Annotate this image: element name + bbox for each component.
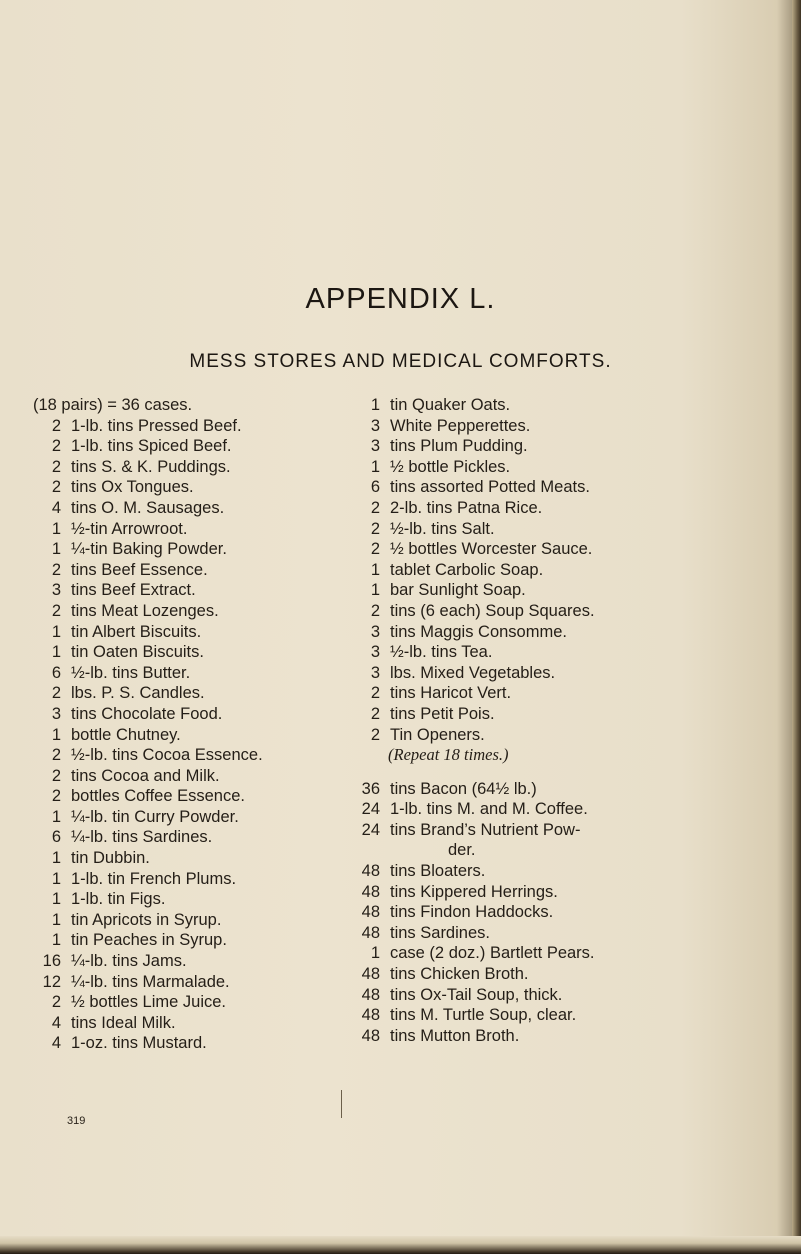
item-text: tins Mutton Broth. — [390, 1026, 520, 1045]
item-text: tins Ideal Milk. — [71, 1013, 176, 1032]
item-quantity: 1 — [51, 807, 61, 826]
right-column — [350, 395, 770, 1046]
item-quantity: 2 — [370, 498, 380, 517]
list-item — [33, 539, 333, 560]
item-text: 1-lb. tins Pressed Beef. — [71, 416, 242, 435]
item-text: tins Meat Lozenges. — [71, 601, 219, 620]
item-text: tin Peaches in Syrup. — [71, 931, 227, 950]
list-item — [33, 807, 333, 828]
list-item — [350, 943, 770, 964]
item-text: ½ bottles Lime Juice. — [71, 993, 226, 1012]
list-item — [33, 889, 333, 910]
item-quantity: 1 — [51, 622, 61, 641]
appendix-subtitle: MESS STORES AND MEDICAL COMFORTS. — [189, 351, 612, 372]
list-item — [33, 457, 333, 478]
item-quantity: 2 — [51, 560, 61, 579]
item-text: tins Bloaters. — [390, 862, 486, 881]
item-quantity: 3 — [370, 437, 380, 456]
item-quantity: 2 — [370, 704, 380, 723]
item-quantity: 6 — [51, 663, 61, 682]
item-quantity: 2 — [370, 519, 380, 538]
item-quantity: 2 — [51, 601, 61, 620]
list-item — [350, 457, 770, 478]
page-edge-shadow — [792, 0, 801, 1254]
item-quantity: 24 — [361, 820, 380, 839]
item-quantity: 2 — [51, 416, 61, 435]
item-text: tin Dubbin. — [71, 849, 150, 868]
item-text: ½-lb. tins Salt. — [390, 519, 495, 538]
list-item — [33, 498, 333, 519]
item-text: lbs. P. S. Candles. — [71, 684, 205, 703]
list-item — [33, 560, 333, 581]
item-text: 1-lb. tins M. and M. Coffee. — [390, 800, 588, 819]
list-item — [33, 725, 333, 746]
right-list-a — [350, 395, 770, 745]
list-item — [33, 972, 333, 993]
list-item — [350, 395, 770, 416]
item-quantity: 4 — [51, 1034, 61, 1053]
item-quantity: 1 — [370, 560, 380, 579]
list-item — [350, 663, 770, 684]
list-item — [33, 869, 333, 890]
item-text: ¼-lb. tin Curry Powder. — [71, 807, 239, 826]
item-quantity: 2 — [51, 746, 61, 765]
list-item — [33, 663, 333, 684]
item-quantity: 2 — [51, 684, 61, 703]
list-item — [33, 704, 333, 725]
item-quantity: 12 — [42, 972, 61, 991]
item-quantity: 48 — [361, 882, 380, 901]
item-text: tins Maggis Consomme. — [390, 622, 567, 641]
repeat-note: (Repeat 18 times.) — [388, 745, 509, 765]
item-quantity: 2 — [51, 766, 61, 785]
item-text: ½ bottle Pickles. — [390, 457, 511, 476]
item-quantity: 48 — [361, 985, 380, 1004]
item-quantity: 2 — [51, 457, 61, 476]
item-text: tins Haricot Vert. — [390, 684, 512, 703]
list-item — [350, 1005, 770, 1026]
list-item — [33, 745, 333, 766]
list-item — [350, 840, 770, 861]
item-quantity: 1 — [51, 725, 61, 744]
item-text: tins Beef Extract. — [71, 581, 196, 600]
list-item — [350, 683, 770, 704]
list-item — [33, 848, 333, 869]
item-quantity: 3 — [370, 622, 380, 641]
item-quantity: 2 — [51, 478, 61, 497]
item-text: tin Apricots in Syrup. — [71, 910, 222, 929]
list-item — [33, 1033, 333, 1054]
list-item — [350, 902, 770, 923]
item-quantity: 3 — [370, 416, 380, 435]
list-item — [350, 725, 770, 746]
list-item — [350, 779, 770, 800]
item-text: tablet Carbolic Soap. — [390, 560, 544, 579]
item-quantity: 2 — [51, 993, 61, 1012]
item-text: 1-lb. tin French Plums. — [71, 869, 237, 888]
list-item — [350, 882, 770, 903]
item-quantity: 1 — [51, 540, 61, 559]
list-item — [33, 642, 333, 663]
item-quantity: 24 — [361, 800, 380, 819]
item-quantity: 48 — [361, 862, 380, 881]
item-quantity: 1 — [51, 890, 61, 909]
list-item — [33, 910, 333, 931]
list-item — [33, 601, 333, 622]
list-item — [350, 820, 770, 841]
item-text: tins Chicken Broth. — [390, 965, 529, 984]
item-text: tins (6 each) Soup Squares. — [390, 601, 595, 620]
item-quantity: 1 — [370, 944, 380, 963]
item-quantity: 1 — [51, 931, 61, 950]
list-item — [350, 622, 770, 643]
item-quantity: 4 — [51, 498, 61, 517]
page-bottom-shadow — [0, 1236, 801, 1254]
item-quantity: 1 — [51, 849, 61, 868]
item-quantity: 3 — [370, 663, 380, 682]
item-text: 1-lb. tins Spiced Beef. — [71, 437, 232, 456]
item-quantity: 2 — [370, 601, 380, 620]
list-item — [350, 498, 770, 519]
item-text: tins Cocoa and Milk. — [71, 766, 220, 785]
item-text: der. — [448, 841, 476, 860]
item-text: (18 pairs) = 36 cases. — [33, 396, 193, 414]
item-text: bar Sunlight Soap. — [390, 581, 526, 600]
item-quantity: 2 — [51, 437, 61, 456]
item-quantity: 2 — [370, 540, 380, 559]
item-quantity: 1 — [51, 869, 61, 888]
item-text: ¼-tin Baking Powder. — [71, 540, 227, 559]
item-text: bottles Coffee Essence. — [71, 787, 245, 806]
item-text: tin Albert Biscuits. — [71, 622, 202, 641]
list-item — [33, 786, 333, 807]
item-quantity: 1 — [370, 396, 380, 414]
list-item — [33, 992, 333, 1013]
item-quantity: 16 — [42, 952, 61, 971]
item-text: tin Oaten Biscuits. — [71, 643, 204, 662]
item-text: Tin Openers. — [390, 725, 485, 744]
list-item — [350, 985, 770, 1006]
item-text: tins Kippered Herrings. — [390, 882, 558, 901]
list-item — [350, 601, 770, 622]
list-item — [350, 861, 770, 882]
item-text: tins Findon Haddocks. — [390, 903, 554, 922]
item-text: tins Petit Pois. — [390, 704, 495, 723]
item-text: tins Chocolate Food. — [71, 704, 223, 723]
item-quantity: 48 — [361, 903, 380, 922]
list-item — [350, 799, 770, 820]
item-quantity: 3 — [51, 704, 61, 723]
item-text: 1-lb. tin Figs. — [71, 890, 166, 909]
item-text: tins assorted Potted Meats. — [390, 478, 590, 497]
item-quantity: 6 — [370, 478, 380, 497]
item-text: case (2 doz.) Bartlett Pears. — [390, 944, 595, 963]
item-quantity: 48 — [361, 965, 380, 984]
item-text: ¼-lb. tins Marmalade. — [71, 972, 230, 991]
item-text: ¼-lb. tins Jams. — [71, 952, 187, 971]
item-quantity: 2 — [370, 725, 380, 744]
item-quantity: 1 — [51, 519, 61, 538]
list-item — [33, 951, 333, 972]
item-quantity: 48 — [361, 923, 380, 942]
item-text: tins Ox-Tail Soup, thick. — [390, 985, 563, 1004]
item-text: ½-lb. tins Tea. — [390, 643, 493, 662]
item-text: tins S. & K. Puddings. — [71, 457, 231, 476]
item-text: ¼-lb. tins Sardines. — [71, 828, 213, 847]
left-column — [33, 395, 333, 1054]
list-item — [33, 827, 333, 848]
item-quantity: 48 — [361, 1006, 380, 1025]
item-text: tins Brand’s Nutrient Pow- — [390, 820, 581, 839]
item-text: tins Bacon (64½ lb.) — [390, 779, 537, 798]
list-item — [33, 766, 333, 787]
list-item — [350, 477, 770, 498]
item-text: tins Plum Pudding. — [390, 437, 528, 456]
page-number: 319 — [67, 1115, 86, 1127]
column-rule — [341, 1090, 342, 1118]
appendix-title: APPENDIX L. — [305, 283, 496, 315]
item-text: White Pepperettes. — [390, 416, 531, 435]
item-text: lbs. Mixed Vegetables. — [390, 663, 556, 682]
list-item — [350, 923, 770, 944]
list-item — [350, 642, 770, 663]
list-item — [33, 477, 333, 498]
item-text: tins Sardines. — [390, 923, 490, 942]
list-item — [33, 416, 333, 437]
item-quantity: 1 — [51, 643, 61, 662]
list-item — [350, 539, 770, 560]
item-quantity: 48 — [361, 1026, 380, 1045]
item-text: ½ bottles Worcester Sauce. — [390, 540, 593, 559]
list-item — [33, 930, 333, 951]
item-text: 2-lb. tins Patna Rice. — [390, 498, 543, 517]
item-text: tins Ox Tongues. — [71, 478, 194, 497]
list-item — [350, 1026, 770, 1047]
item-text: bottle Chutney. — [71, 725, 181, 744]
list-item — [33, 1013, 333, 1034]
list-item — [350, 560, 770, 581]
item-text: ½-tin Arrowroot. — [71, 519, 188, 538]
item-quantity: 3 — [51, 581, 61, 600]
list-item — [33, 519, 333, 540]
list-item — [350, 704, 770, 725]
item-text: tins O. M. Sausages. — [71, 498, 225, 517]
item-quantity: 3 — [370, 643, 380, 662]
item-text: tins Beef Essence. — [71, 560, 208, 579]
item-quantity: 1 — [51, 910, 61, 929]
item-quantity: 2 — [51, 787, 61, 806]
item-text: ½-lb. tins Cocoa Essence. — [71, 746, 263, 765]
item-text: ½-lb. tins Butter. — [71, 663, 191, 682]
list-item — [350, 436, 770, 457]
section-gap — [350, 766, 770, 779]
list-item — [350, 580, 770, 601]
item-quantity: 4 — [51, 1013, 61, 1032]
item-quantity: 6 — [51, 828, 61, 847]
item-text: tin Quaker Oats. — [390, 396, 511, 414]
list-item — [350, 519, 770, 540]
list-item — [350, 416, 770, 437]
item-text: 1-oz. tins Mustard. — [71, 1034, 207, 1053]
list-item — [350, 964, 770, 985]
list-item — [33, 436, 333, 457]
item-quantity: 1 — [370, 581, 380, 600]
list-item — [33, 395, 333, 416]
item-quantity: 2 — [370, 684, 380, 703]
item-text: tins M. Turtle Soup, clear. — [390, 1006, 577, 1025]
right-list-b — [350, 779, 770, 1047]
list-item — [33, 580, 333, 601]
list-item — [33, 683, 333, 704]
item-quantity: 36 — [361, 779, 380, 798]
item-quantity: 1 — [370, 457, 380, 476]
list-item — [33, 622, 333, 643]
